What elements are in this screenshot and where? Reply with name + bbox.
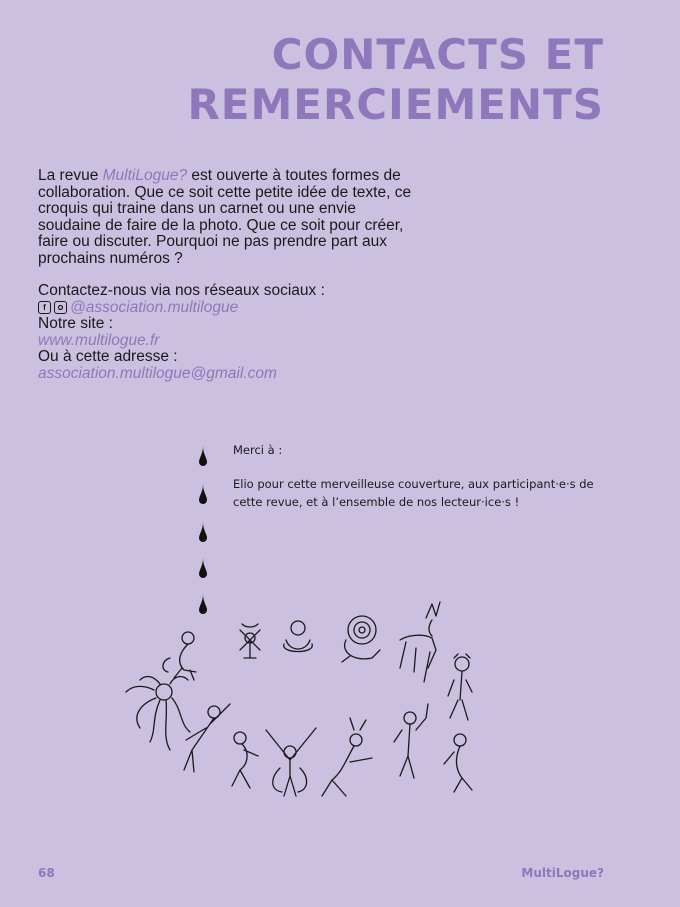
ink-drops-illustration — [195, 440, 215, 620]
thanks-text: Elio pour cette merveilleuse couverture, aux participant·e·s de cette revue, et à l’ensemble de nos lecteur·ice·s ! — [233, 477, 594, 509]
thanks-heading: Merci à : — [233, 443, 283, 457]
social-row — [38, 300, 418, 317]
sketch-figure — [444, 734, 472, 792]
sketch-figure — [342, 616, 380, 662]
sketch-figure — [448, 654, 472, 720]
creatures-circle-illustration — [110, 600, 580, 810]
site-label: Notre site : — [38, 315, 113, 332]
title-line-2: REMERCIEMENTS — [187, 80, 604, 129]
social-handle-link[interactable]: @association.multilogue — [70, 298, 239, 316]
sketch-figure — [184, 704, 230, 772]
social-label: Contactez-nous via nos réseaux sociaux : — [38, 282, 325, 299]
instagram-icon[interactable] — [54, 301, 67, 314]
page-title — [187, 30, 604, 130]
sketch-figure — [394, 704, 428, 778]
ink-drop — [199, 484, 207, 504]
brand-name: MultiLogue? — [102, 167, 188, 184]
sketch-figure — [322, 718, 372, 796]
contact-block — [38, 283, 418, 382]
intro-before: La revue — [38, 167, 103, 184]
ink-drop — [199, 446, 207, 466]
site-link[interactable]: www.multilogue.fr — [38, 331, 160, 349]
page-number: 68 — [38, 866, 55, 880]
email-link[interactable]: association.multilogue@gmail.com — [38, 364, 277, 382]
sketch-figure — [266, 728, 316, 796]
ink-drop — [199, 558, 207, 578]
ink-drop — [199, 522, 207, 542]
magazine-name: MultiLogue? — [521, 866, 604, 880]
sketch-figure — [232, 732, 258, 788]
intro-after: est ouverte à toutes formes de collaboration. Que ce soit cette petite idée de texte, ce croquis qui traine dans un carnet ou une envie soudaine de faire de la photo. Que ce soit pour créer, faire ou discuter. Pourquoi ne pas prendre part aux prochains numéros ? — [38, 167, 412, 267]
thanks-block — [233, 441, 613, 527]
intro-paragraph — [38, 168, 418, 267]
sketch-figure — [284, 621, 313, 652]
sketch-figure — [126, 677, 190, 750]
sketch-figure — [163, 632, 196, 680]
sketch-figure — [400, 602, 440, 682]
title-line-1: CONTACTS ET — [271, 30, 604, 79]
facebook-icon[interactable]: f — [38, 301, 51, 314]
main-text — [38, 168, 418, 382]
sketch-figure — [240, 624, 260, 658]
address-label: Ou à cette adresse : — [38, 348, 178, 365]
